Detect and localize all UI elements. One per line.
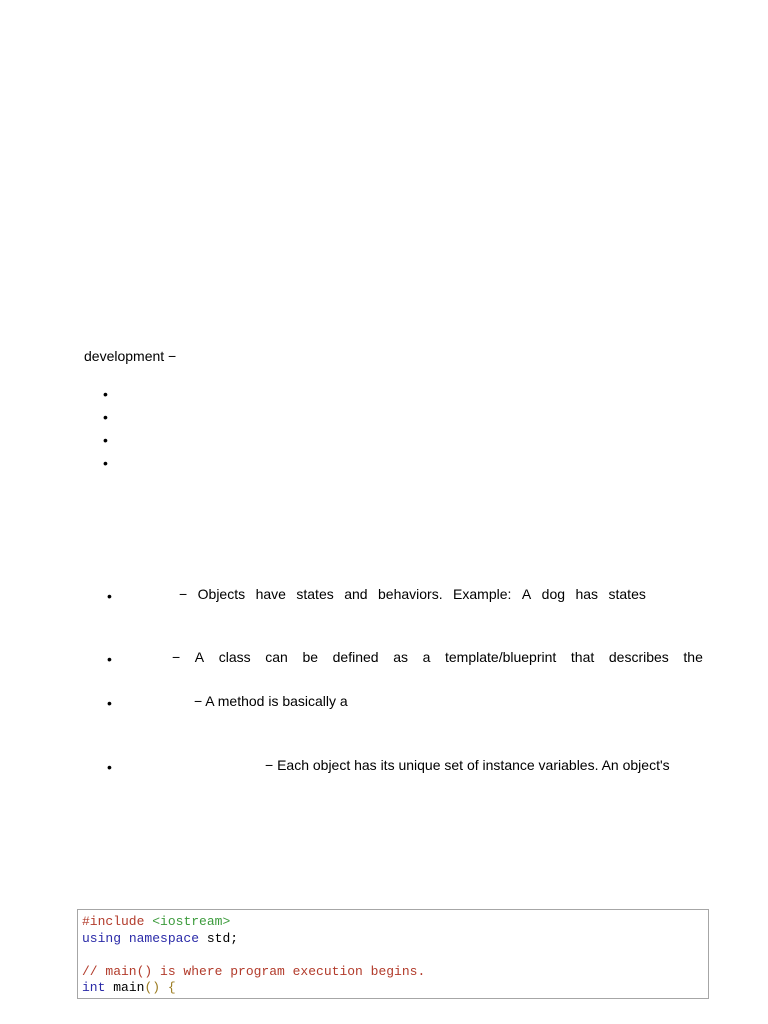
definition-word: Example: — [453, 586, 512, 602]
definition-word: defined — [332, 649, 379, 665]
definition-text-class — [172, 649, 703, 665]
definition-word: have — [255, 586, 286, 602]
definition-word: the — [683, 649, 703, 665]
list-item-bullet: • — [107, 651, 112, 667]
definition-word: can — [265, 649, 288, 665]
definition-word: Objects — [197, 586, 246, 602]
definition-text-method: − A method is basically a — [194, 693, 348, 709]
code-include-header: <iostream> — [152, 914, 231, 929]
definition-word: has — [575, 586, 599, 602]
definition-text-instance-variables: − Each object has its unique set of instance variables. An object's — [265, 757, 670, 773]
definition-text-object — [179, 586, 646, 602]
definition-word: be — [302, 649, 319, 665]
code-block — [77, 909, 709, 999]
list-item-bullet: • — [107, 759, 112, 775]
definition-word: states — [608, 586, 646, 602]
list-item-bullet: • — [107, 695, 112, 711]
code-comment: // main() is where program execution begins. — [82, 963, 426, 979]
definition-word: class — [218, 649, 251, 665]
code-punctuation: () { — [144, 980, 176, 995]
list-item-bullet: • — [103, 409, 108, 425]
definition-word: as — [393, 649, 408, 665]
code-directive: #include — [82, 914, 145, 929]
list-item-bullet: • — [103, 455, 108, 471]
definition-word: a — [422, 649, 431, 665]
code-listing — [82, 914, 425, 997]
definition-word: behaviors. — [378, 586, 443, 602]
code-keyword: namespace — [128, 930, 200, 946]
code-function-name: main — [113, 980, 145, 995]
definition-word: A — [194, 649, 205, 665]
code-keyword: using — [82, 930, 122, 946]
definition-word: − — [179, 586, 188, 602]
definition-word: template/blueprint — [445, 649, 557, 665]
intro-text: development − — [84, 348, 177, 364]
code-type: int — [82, 980, 106, 995]
definition-word: states — [296, 586, 334, 602]
code-identifier: std; — [206, 930, 239, 946]
list-item-bullet: • — [103, 386, 108, 402]
definition-word: dog — [541, 586, 566, 602]
list-item-bullet: • — [103, 432, 108, 448]
definition-word: − — [172, 649, 181, 665]
definition-word: A — [521, 586, 532, 602]
list-item-bullet: • — [107, 588, 112, 604]
definition-word: that — [570, 649, 595, 665]
definition-word: describes — [608, 649, 669, 665]
definition-word: and — [344, 586, 368, 602]
